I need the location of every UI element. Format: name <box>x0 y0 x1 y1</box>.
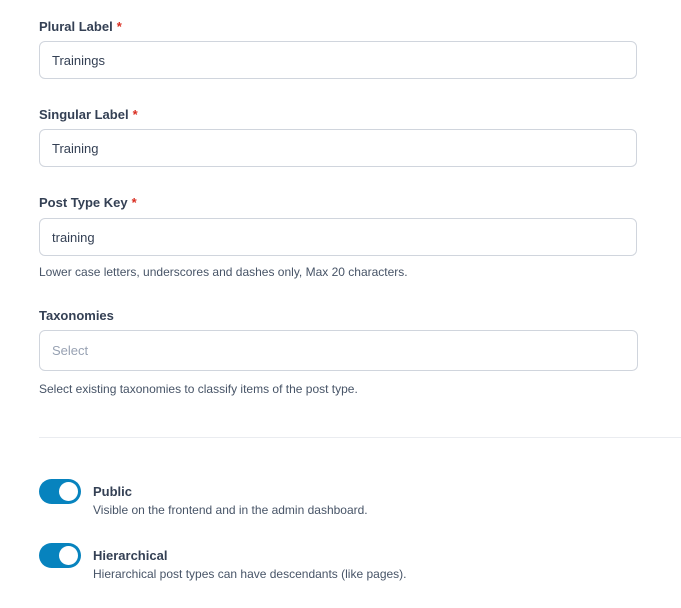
post-type-key-input[interactable] <box>39 218 637 256</box>
taxonomies-select[interactable] <box>39 330 638 371</box>
required-mark: * <box>116 19 122 34</box>
toggle-knob <box>59 482 78 501</box>
singular-label-text: Singular Label <box>39 107 129 122</box>
singular-label-input[interactable] <box>39 129 637 167</box>
hierarchical-toggle[interactable] <box>39 543 81 568</box>
hierarchical-toggle-title: Hierarchical <box>93 548 168 563</box>
singular-label-heading <box>39 107 138 123</box>
post-type-key-heading <box>39 195 137 211</box>
required-mark: * <box>132 107 138 122</box>
taxonomies-label-text: Taxonomies <box>39 308 114 323</box>
public-toggle[interactable] <box>39 479 81 504</box>
public-toggle-description: Visible on the frontend and in the admin dashboard. <box>93 503 368 517</box>
plural-label-input[interactable] <box>39 41 637 79</box>
plural-label-text: Plural Label <box>39 19 113 34</box>
toggle-knob <box>59 546 78 565</box>
taxonomies-heading <box>39 308 114 324</box>
taxonomies-placeholder: Select <box>52 343 89 358</box>
required-mark: * <box>131 195 137 210</box>
post-type-key-text: Post Type Key <box>39 195 128 210</box>
taxonomies-help: Select existing taxonomies to classify items of the post type. <box>39 382 358 396</box>
hierarchical-toggle-description: Hierarchical post types can have descendants (like pages). <box>93 567 407 581</box>
plural-label-heading <box>39 19 122 35</box>
section-divider <box>39 437 681 438</box>
public-toggle-title: Public <box>93 484 133 499</box>
post-type-key-help: Lower case letters, underscores and dashes only, Max 20 characters. <box>39 265 408 279</box>
